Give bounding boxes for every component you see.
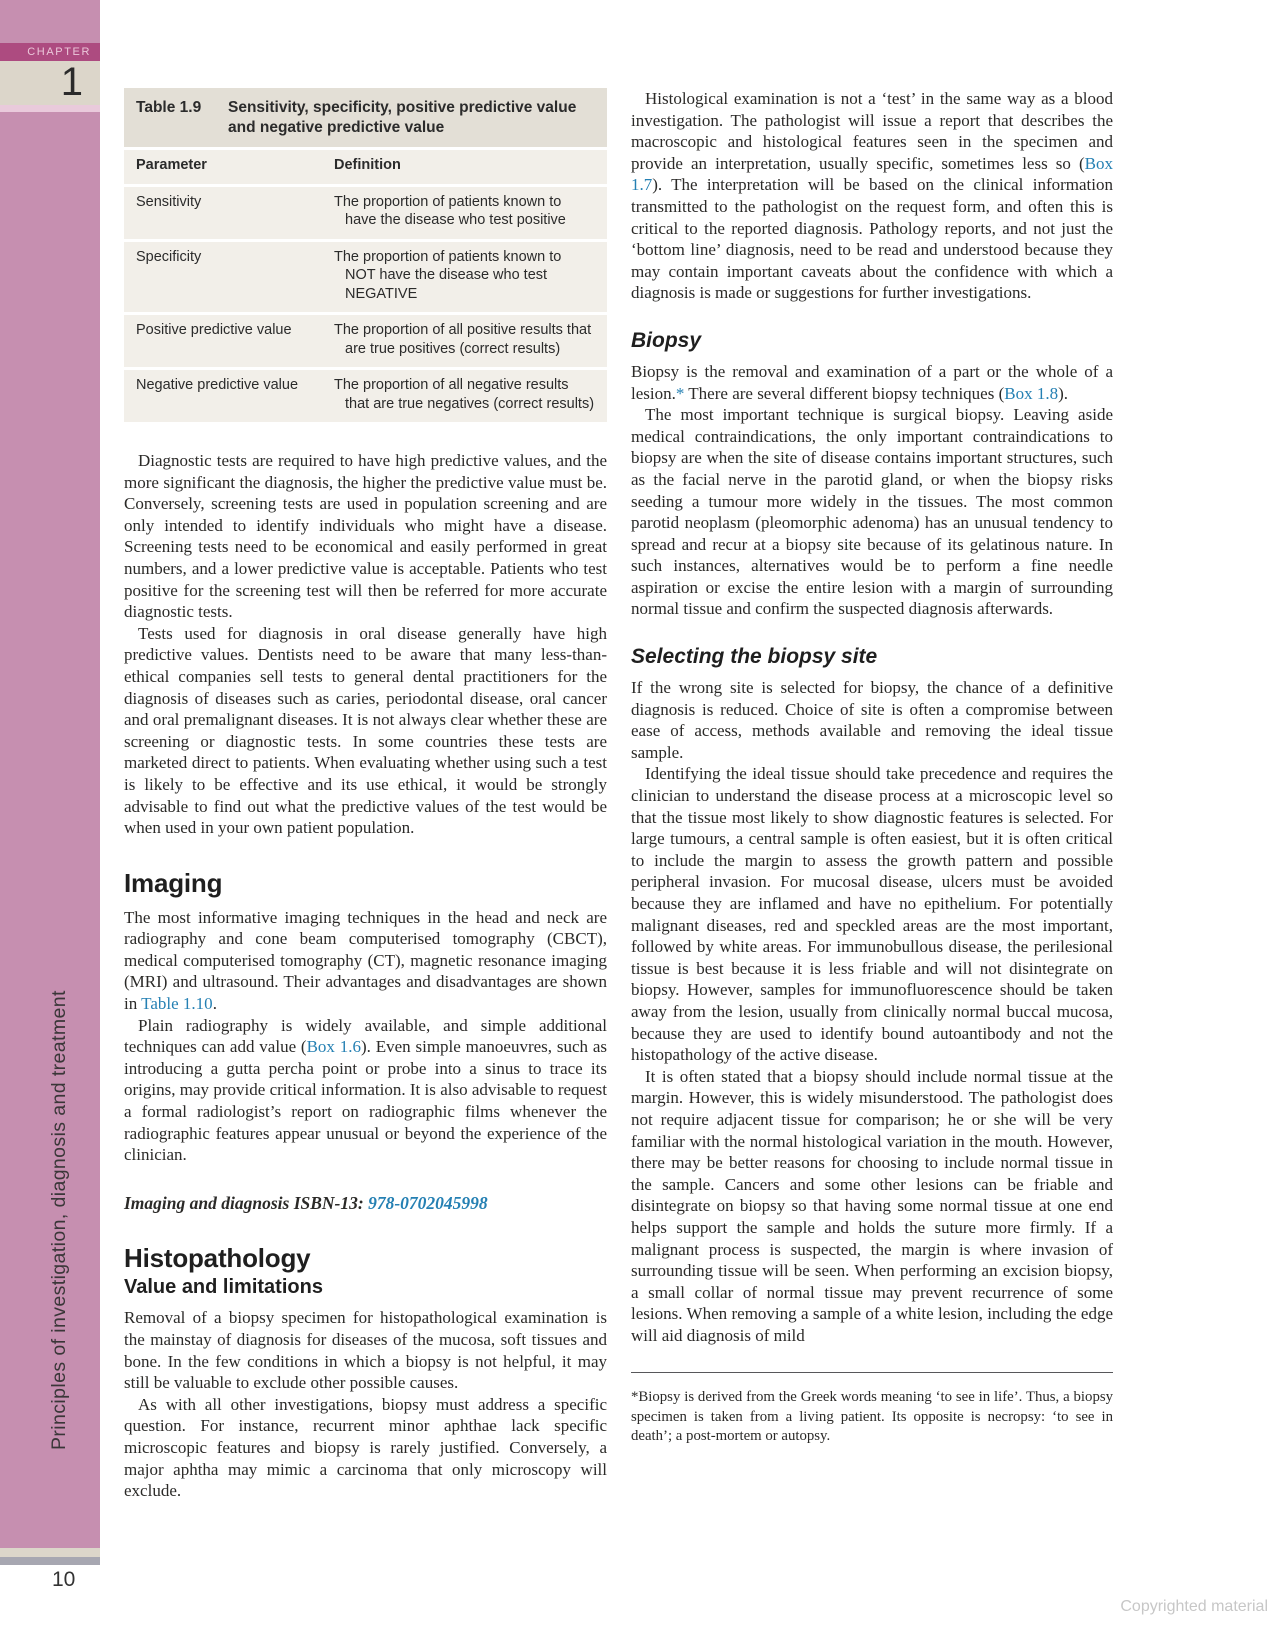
section-heading-imaging: Imaging bbox=[124, 867, 223, 898]
chapter-number-band bbox=[0, 61, 100, 105]
paragraph bbox=[124, 1015, 607, 1166]
copyright-watermark: Copyrighted material bbox=[1120, 1598, 1268, 1615]
isbn-line bbox=[124, 1193, 607, 1215]
subheading-selecting-biopsy-site: Selecting the biopsy site bbox=[631, 645, 878, 669]
paragraph bbox=[631, 677, 1113, 763]
cell-definition: The proportion of patients known to have the disease who test positive bbox=[334, 193, 566, 228]
subheading-biopsy: Biopsy bbox=[631, 328, 702, 352]
box-1-7-link[interactable]: Box 1.7 bbox=[631, 153, 1113, 195]
table-row bbox=[124, 367, 607, 422]
paragraph bbox=[124, 1307, 607, 1393]
right-column bbox=[631, 88, 1113, 1447]
chapter-banner bbox=[0, 43, 100, 61]
isbn-link[interactable]: 978-0702045998 bbox=[368, 1192, 488, 1213]
paragraph-text: The most informative imaging techniques in the head and neck are radiography and cone beam computerised tomography (CBCT), medical computerised tomography (CT), magnetic resonance imaging (MRI) and ultrasound. Their advantages and disadvantages are shown in bbox=[124, 907, 607, 1014]
paragraph bbox=[631, 361, 1113, 404]
paragraph bbox=[631, 1066, 1113, 1347]
table-caption bbox=[124, 88, 607, 147]
footnote-star: * bbox=[631, 1389, 639, 1406]
cell-parameter: Negative predictive value bbox=[136, 377, 299, 393]
paragraph bbox=[124, 1394, 607, 1502]
footnote-rule bbox=[631, 1372, 1113, 1373]
cell-parameter: Specificity bbox=[136, 248, 202, 265]
cell-parameter: Sensitivity bbox=[136, 193, 202, 210]
isbn-label: Imaging and diagnosis ISBN-13: bbox=[124, 1192, 369, 1213]
table-title: Sensitivity, specificity, positive predictive value and negative predictive value bbox=[228, 99, 577, 136]
sidebar-strip-pink bbox=[0, 105, 100, 112]
cell-parameter: Positive predictive value bbox=[136, 322, 292, 338]
section-heading-histopathology: Histopathology bbox=[124, 1243, 311, 1274]
paragraph-text: Plain radiography is widely available, and simple additional techniques can add value ( bbox=[124, 1015, 607, 1057]
cell-definition: The proportion of patients known to NOT have the disease who test NEGATIVE bbox=[334, 248, 562, 302]
paragraph-text: Histological examination is not a ‘test’ in the same way as a blood investigation. The pathologist will issue a report that describes the macroscopic and histological features seen in the specimen and provide an interpretation, usually specific, sometimes less so ( bbox=[631, 89, 1113, 173]
paragraph-text: . bbox=[212, 994, 217, 1014]
paragraph-text: ). bbox=[1058, 383, 1069, 403]
paragraph-text: Tests used for diagnosis in oral disease generally have high predictive values. Dentists need to be aware that many less-than-ethical companies sell tests to general dental practitioners for the diagnosis of diseases such as caries, periodontal disease, oral cancer and oral premalignant diseases. It is not always clear whether these are screening or diagnostic tests. In some countries these tests are marketed direct to patients. When evaluating whether using such a test is likely to be effective and its use ethical, it would be strongly advisable to find out what the predictive values of the test would be when used in your own patient population. bbox=[124, 623, 607, 838]
paragraph-text: As with all other investigations, biopsy must address a specific question. For instance, recurrent minor aphthae lack specific microscopic features and biopsy is rarely justified. Conversely, a major aphtha may mimic a carcinoma that only microscopy will exclude. bbox=[124, 1394, 607, 1501]
paragraph bbox=[631, 763, 1113, 1065]
cell-definition: The proportion of all positive results that are true positives (correct results) bbox=[334, 322, 592, 357]
paragraph bbox=[124, 623, 607, 839]
table-1-9 bbox=[124, 88, 607, 422]
paragraph bbox=[631, 88, 1113, 304]
paragraph bbox=[124, 907, 607, 1015]
cell-definition: The proportion of all negative results that are true negatives (correct results) bbox=[334, 377, 595, 412]
paragraph-text: If the wrong site is selected for biopsy, the chance of a definitive diagnosis is reduced. Choice of site is often a compromise between ease of access, methods available and removing the ideal tissue sample. bbox=[631, 678, 1113, 762]
left-column bbox=[124, 88, 607, 1502]
box-1-6-link[interactable]: Box 1.6 bbox=[306, 1037, 362, 1057]
sidebar-strip-cream bbox=[0, 1548, 100, 1557]
table-label: Table 1.9 bbox=[136, 99, 202, 116]
sidebar-vertical-title: Principles of investigation, diagnosis and treatment bbox=[48, 990, 70, 1450]
chapter-number: 1 bbox=[60, 60, 83, 104]
footnote-marker[interactable]: * bbox=[675, 383, 685, 403]
table-row bbox=[124, 239, 607, 313]
col-header-parameter: Parameter bbox=[136, 157, 207, 173]
paragraph-text: Diagnostic tests are required to have high predictive values, and the more significant the diagnosis, the higher the predictive value must be. Conversely, screening tests are used in population screening and are only intended to identify individuals who might have a disease. Screening tests need to be economical and easily performed in great numbers, and a lower predictive value is acceptable. Patients who test positive for the screening test will then be referred for more accurate diagnostic tests. bbox=[124, 451, 607, 622]
paragraph bbox=[631, 404, 1113, 620]
paragraph-text: Removal of a biopsy specimen for histopathological examination is the mainstay of diagnosis for diseases of the mucosa, soft tissues and bone. In the few conditions in which a biopsy is not helpful, it may still be valuable to exclude other possible causes. bbox=[124, 1308, 607, 1393]
paragraph-text: Identifying the ideal tissue should take precedence and requires the clinician to understand the disease process at a microscopic level so that the tissue most likely to show diagnostic features is selected. For large tumours, a central sample is often easiest, but it is often critical to include the margin to assess the growth pattern and possible peripheral invasion. For mucosal disease, ulcers must be avoided because they are inflamed and have no epithelium. For potentially malignant diseases, red and speckled areas are the most important, followed by white areas. For immunobullous disease, the perilesional tissue is best because it is less friable and will not disintegrate on biopsy. However, samples for immunofluorescence should be taken away from the lesion, usually from clinically normal buccal mucosa, because they are used to identify bound autoantibody and not the histopathology of the active disease. bbox=[631, 764, 1113, 1065]
table-header-row bbox=[124, 147, 607, 184]
table-1-10-link[interactable]: Table 1.10 bbox=[141, 994, 213, 1014]
paragraph-text: There are several different biopsy techniques ( bbox=[684, 383, 1005, 403]
paragraph-text: The most important technique is surgical biopsy. Leaving aside medical contraindications, the only important contraindications to biopsy are when the site of disease contains important structures, such as the facial nerve in the parotid gland, or when the biopsy risks seeding a tumour more widely in the tissues. The most common parotid neoplasm (pleomorphic adenoma) has an unusual tendency to spread and recur at a biopsy site because of its gelatinous nature. In such instances, alternatives would be to perform a fine needle aspiration or excise the entire lesion with a margin of surrounding normal tissue and confirm the suspected diagnosis afterwards. bbox=[631, 405, 1113, 619]
table-row bbox=[124, 312, 607, 367]
paragraph bbox=[124, 450, 607, 623]
box-1-8-link[interactable]: Box 1.8 bbox=[1004, 383, 1059, 403]
sidebar-strip-grey bbox=[0, 1557, 100, 1565]
paragraph-text: It is often stated that a biopsy should include normal tissue at the margin. However, this is widely misunderstood. The pathologist does not require adjacent tissue for comparison; he or she will be very familiar with the normal histological variation in the mouth. However, there may be better reasons for choosing to include normal tissue in the sample. Cancers and some other lesions can be friable and disintegrate on biopsy so that having some normal tissue at one end helps support the sample and holds the suture more firmly. If a malignant process is suspected, the margin is where invasion of surrounding tissue will be seen. When performing an excision biopsy, a small collar of normal tissue may prevent recurrence of some lesions. When removing a sample of a white lesion, including the edge will aid diagnosis of mild bbox=[631, 1066, 1113, 1345]
page-number: 10 bbox=[52, 1568, 76, 1591]
subheading-value-limitations: Value and limitations bbox=[124, 1276, 323, 1299]
chapter-label: CHAPTER bbox=[27, 46, 91, 58]
footnote-text: Biopsy is derived from the Greek words meaning ‘to see in life’. Thus, a biopsy specimen is taken from a living patient. Its opposite is necropsy: ‘to see in death’; a post-mortem or autopsy. bbox=[631, 1389, 1113, 1445]
col-header-definition: Definition bbox=[334, 157, 401, 173]
paragraph-text: ). The interpretation will be based on the clinical information transmitted to the pathologist on the request form, and often this is critical to the reported diagnosis. Pathology reports, and not just the ‘bottom line’ diagnosis, need to be read and understood because they may contain important caveats about the confidence with which a diagnosis is made or suggestions for further investigations. bbox=[631, 175, 1113, 303]
paragraph-text: Biopsy is the removal and examination of a part or the whole of a lesion. bbox=[631, 361, 1113, 403]
table-row bbox=[124, 184, 607, 239]
paragraph-text: ). Even simple manoeuvres, such as introducing a gutta percha point or probe into a sinus to trace its origins, may provide critical information. It is also advisable to request a formal radiologist’s report on radiographic films whenever the radiographic features appear unusual or beyond the experience of the clinician. bbox=[124, 1037, 607, 1165]
footnote bbox=[631, 1388, 1113, 1446]
